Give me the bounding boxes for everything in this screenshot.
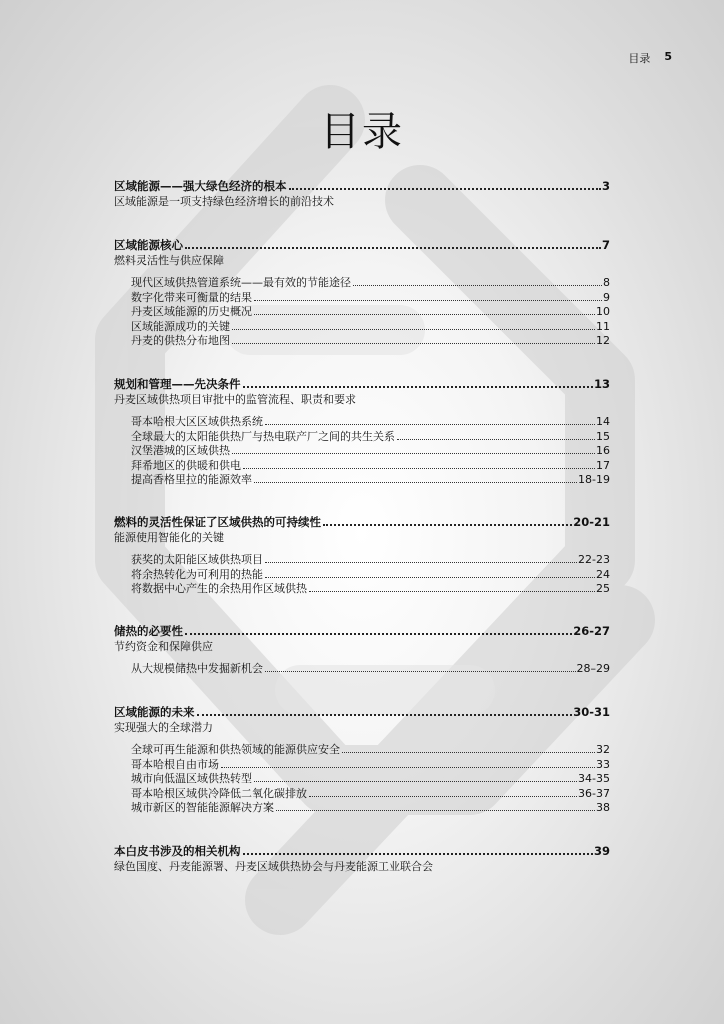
toc-entry[interactable]	[131, 785, 610, 800]
dot-leader	[323, 524, 572, 526]
toc-entry[interactable]	[131, 413, 610, 428]
entry-page: 8	[603, 276, 610, 289]
entry-page: 17	[596, 458, 610, 472]
page-header	[628, 50, 672, 66]
entry-page: 10	[596, 305, 610, 319]
entry-label: 城市新区的智能能源解决方案	[131, 801, 274, 815]
dot-leader	[197, 714, 573, 716]
dot-leader	[353, 285, 602, 286]
dot-leader	[309, 796, 577, 797]
toc-entry[interactable]	[131, 660, 610, 675]
section-subtitle: 绿色国度、丹麦能源署、丹麦区域供热协会与丹麦能源工业联合会	[114, 860, 433, 873]
section-title: 本白皮书涉及的相关机构	[114, 844, 241, 858]
dot-leader	[254, 300, 602, 301]
entry-page: 12	[596, 334, 610, 348]
toc-section	[114, 178, 610, 215]
section-title: 区域能源核心	[114, 238, 183, 252]
dot-leader	[265, 424, 595, 425]
toc-entry[interactable]	[131, 457, 610, 472]
entry-label: 汉堡港城的区域供热	[131, 444, 230, 458]
toc-section-heading[interactable]	[114, 376, 610, 391]
toc-section	[114, 514, 610, 595]
header-label: 目录	[628, 52, 651, 65]
entry-label: 丹麦区域能源的历史概况	[131, 305, 252, 319]
entry-page: 24	[596, 567, 610, 581]
section-title: 区域能源——强大绿色经济的根本	[114, 179, 287, 193]
entry-label: 哥本哈根自由市场	[131, 757, 219, 771]
entry-label: 获奖的太阳能区域供热项目	[131, 553, 263, 566]
entry-page: 28–29	[576, 662, 610, 675]
dot-leader	[265, 562, 577, 563]
toc-section	[114, 843, 610, 880]
dot-leader	[232, 343, 595, 344]
toc-section	[114, 237, 610, 347]
toc-section-heading[interactable]	[114, 514, 610, 529]
entry-label: 数字化带来可衡量的结果	[131, 290, 252, 304]
dot-leader	[254, 781, 577, 782]
dot-leader	[265, 577, 595, 578]
section-page: 7	[601, 238, 610, 252]
section-title: 储热的必要性	[114, 624, 183, 638]
toc-section	[114, 376, 610, 486]
section-page: 13	[593, 377, 610, 391]
entry-label: 将数据中心产生的余热用作区域供热	[131, 582, 307, 596]
dot-leader	[342, 752, 595, 753]
toc-entry[interactable]	[131, 289, 610, 304]
entry-page: 14	[596, 415, 610, 428]
dot-leader	[276, 810, 595, 811]
entry-label: 现代区域供热管道系统——最有效的节能途径	[131, 276, 351, 289]
section-subtitle: 燃料灵活性与供应保障	[114, 254, 224, 267]
section-title: 燃料的灵活性保证了区域供热的可持续性	[114, 515, 321, 529]
toc-entry[interactable]	[131, 428, 610, 443]
entry-page: 11	[596, 319, 610, 333]
toc-section	[114, 704, 610, 814]
toc-entry[interactable]	[131, 318, 610, 333]
toc-section-heading[interactable]	[114, 237, 610, 252]
section-page: 30-31	[573, 705, 610, 719]
toc-section-heading[interactable]	[114, 623, 610, 638]
section-subtitle: 节约资金和保障供应	[114, 640, 213, 653]
entry-page: 38	[596, 801, 610, 815]
toc-entry[interactable]	[131, 741, 610, 756]
toc-entry[interactable]	[131, 580, 610, 595]
dot-leader	[265, 671, 576, 672]
toc-entry[interactable]	[131, 332, 610, 347]
entry-label: 全球最大的太阳能供热厂与热电联产厂之间的共生关系	[131, 429, 395, 443]
section-title: 规划和管理——先决条件	[114, 377, 241, 391]
toc-section-heading[interactable]	[114, 704, 610, 719]
toc-entry[interactable]	[131, 274, 610, 289]
entry-label: 全球可再生能源和供热领域的能源供应安全	[131, 743, 340, 756]
toc-entry[interactable]	[131, 566, 610, 581]
entry-page: 34-35	[578, 772, 610, 786]
toc-entry[interactable]	[131, 756, 610, 771]
entry-page: 36-37	[578, 786, 610, 800]
dot-leader	[243, 468, 595, 469]
toc-entry[interactable]	[131, 799, 610, 814]
dot-leader	[185, 633, 572, 635]
dot-leader	[309, 591, 595, 592]
entry-label: 哥本哈根区域供冷降低二氧化碳排放	[131, 786, 307, 800]
entry-page: 15	[596, 429, 610, 443]
dot-leader	[254, 482, 577, 483]
entry-page: 32	[596, 743, 610, 756]
dot-leader	[232, 329, 595, 330]
toc-entry[interactable]	[131, 471, 610, 486]
dot-leader	[243, 386, 593, 388]
toc-section	[114, 623, 610, 675]
dot-leader	[243, 853, 593, 855]
entry-page: 9	[603, 290, 610, 304]
section-page: 3	[601, 179, 610, 193]
toc-section-heading[interactable]	[114, 843, 610, 858]
toc-entry[interactable]	[131, 303, 610, 318]
toc-entry[interactable]	[131, 770, 610, 785]
entry-label: 区域能源成功的关键	[131, 319, 230, 333]
section-subtitle: 丹麦区域供热项目审批中的监管流程、职责和要求	[114, 393, 356, 406]
section-page: 39	[593, 844, 610, 858]
entry-page: 18-19	[578, 473, 610, 487]
entry-page: 33	[596, 757, 610, 771]
entry-page: 16	[596, 444, 610, 458]
section-page: 26-27	[573, 624, 610, 638]
page-title: 目录	[320, 109, 404, 155]
entry-label: 城市向低温区域供热转型	[131, 772, 252, 786]
section-page: 20-21	[573, 515, 610, 529]
section-subtitle: 实现强大的全球潜力	[114, 721, 213, 734]
dot-leader	[232, 453, 595, 454]
toc-section-heading[interactable]	[114, 178, 610, 193]
dot-leader	[185, 247, 601, 249]
dot-leader	[254, 314, 595, 315]
entry-page: 22-23	[578, 553, 610, 566]
entry-label: 提高香格里拉的能源效率	[131, 473, 252, 487]
toc-entry[interactable]	[131, 551, 610, 566]
dot-leader	[289, 188, 601, 190]
section-subtitle: 能源使用智能化的关键	[114, 531, 224, 544]
section-subtitle: 区域能源是一项支持绿色经济增长的前沿技术	[114, 195, 334, 208]
entry-label: 从大规模储热中发掘新机会	[131, 662, 263, 675]
dot-leader	[221, 767, 595, 768]
entry-label: 拜希地区的供暖和供电	[131, 458, 241, 472]
entry-label: 哥本哈根大区区域供热系统	[131, 415, 263, 428]
section-title: 区域能源的未来	[114, 705, 195, 719]
toc-entry[interactable]	[131, 442, 610, 457]
entry-label: 将余热转化为可利用的热能	[131, 567, 263, 581]
header-page-number: 5	[664, 50, 672, 63]
entry-page: 25	[596, 582, 610, 596]
dot-leader	[397, 439, 595, 440]
entry-label: 丹麦的供热分布地图	[131, 334, 230, 348]
